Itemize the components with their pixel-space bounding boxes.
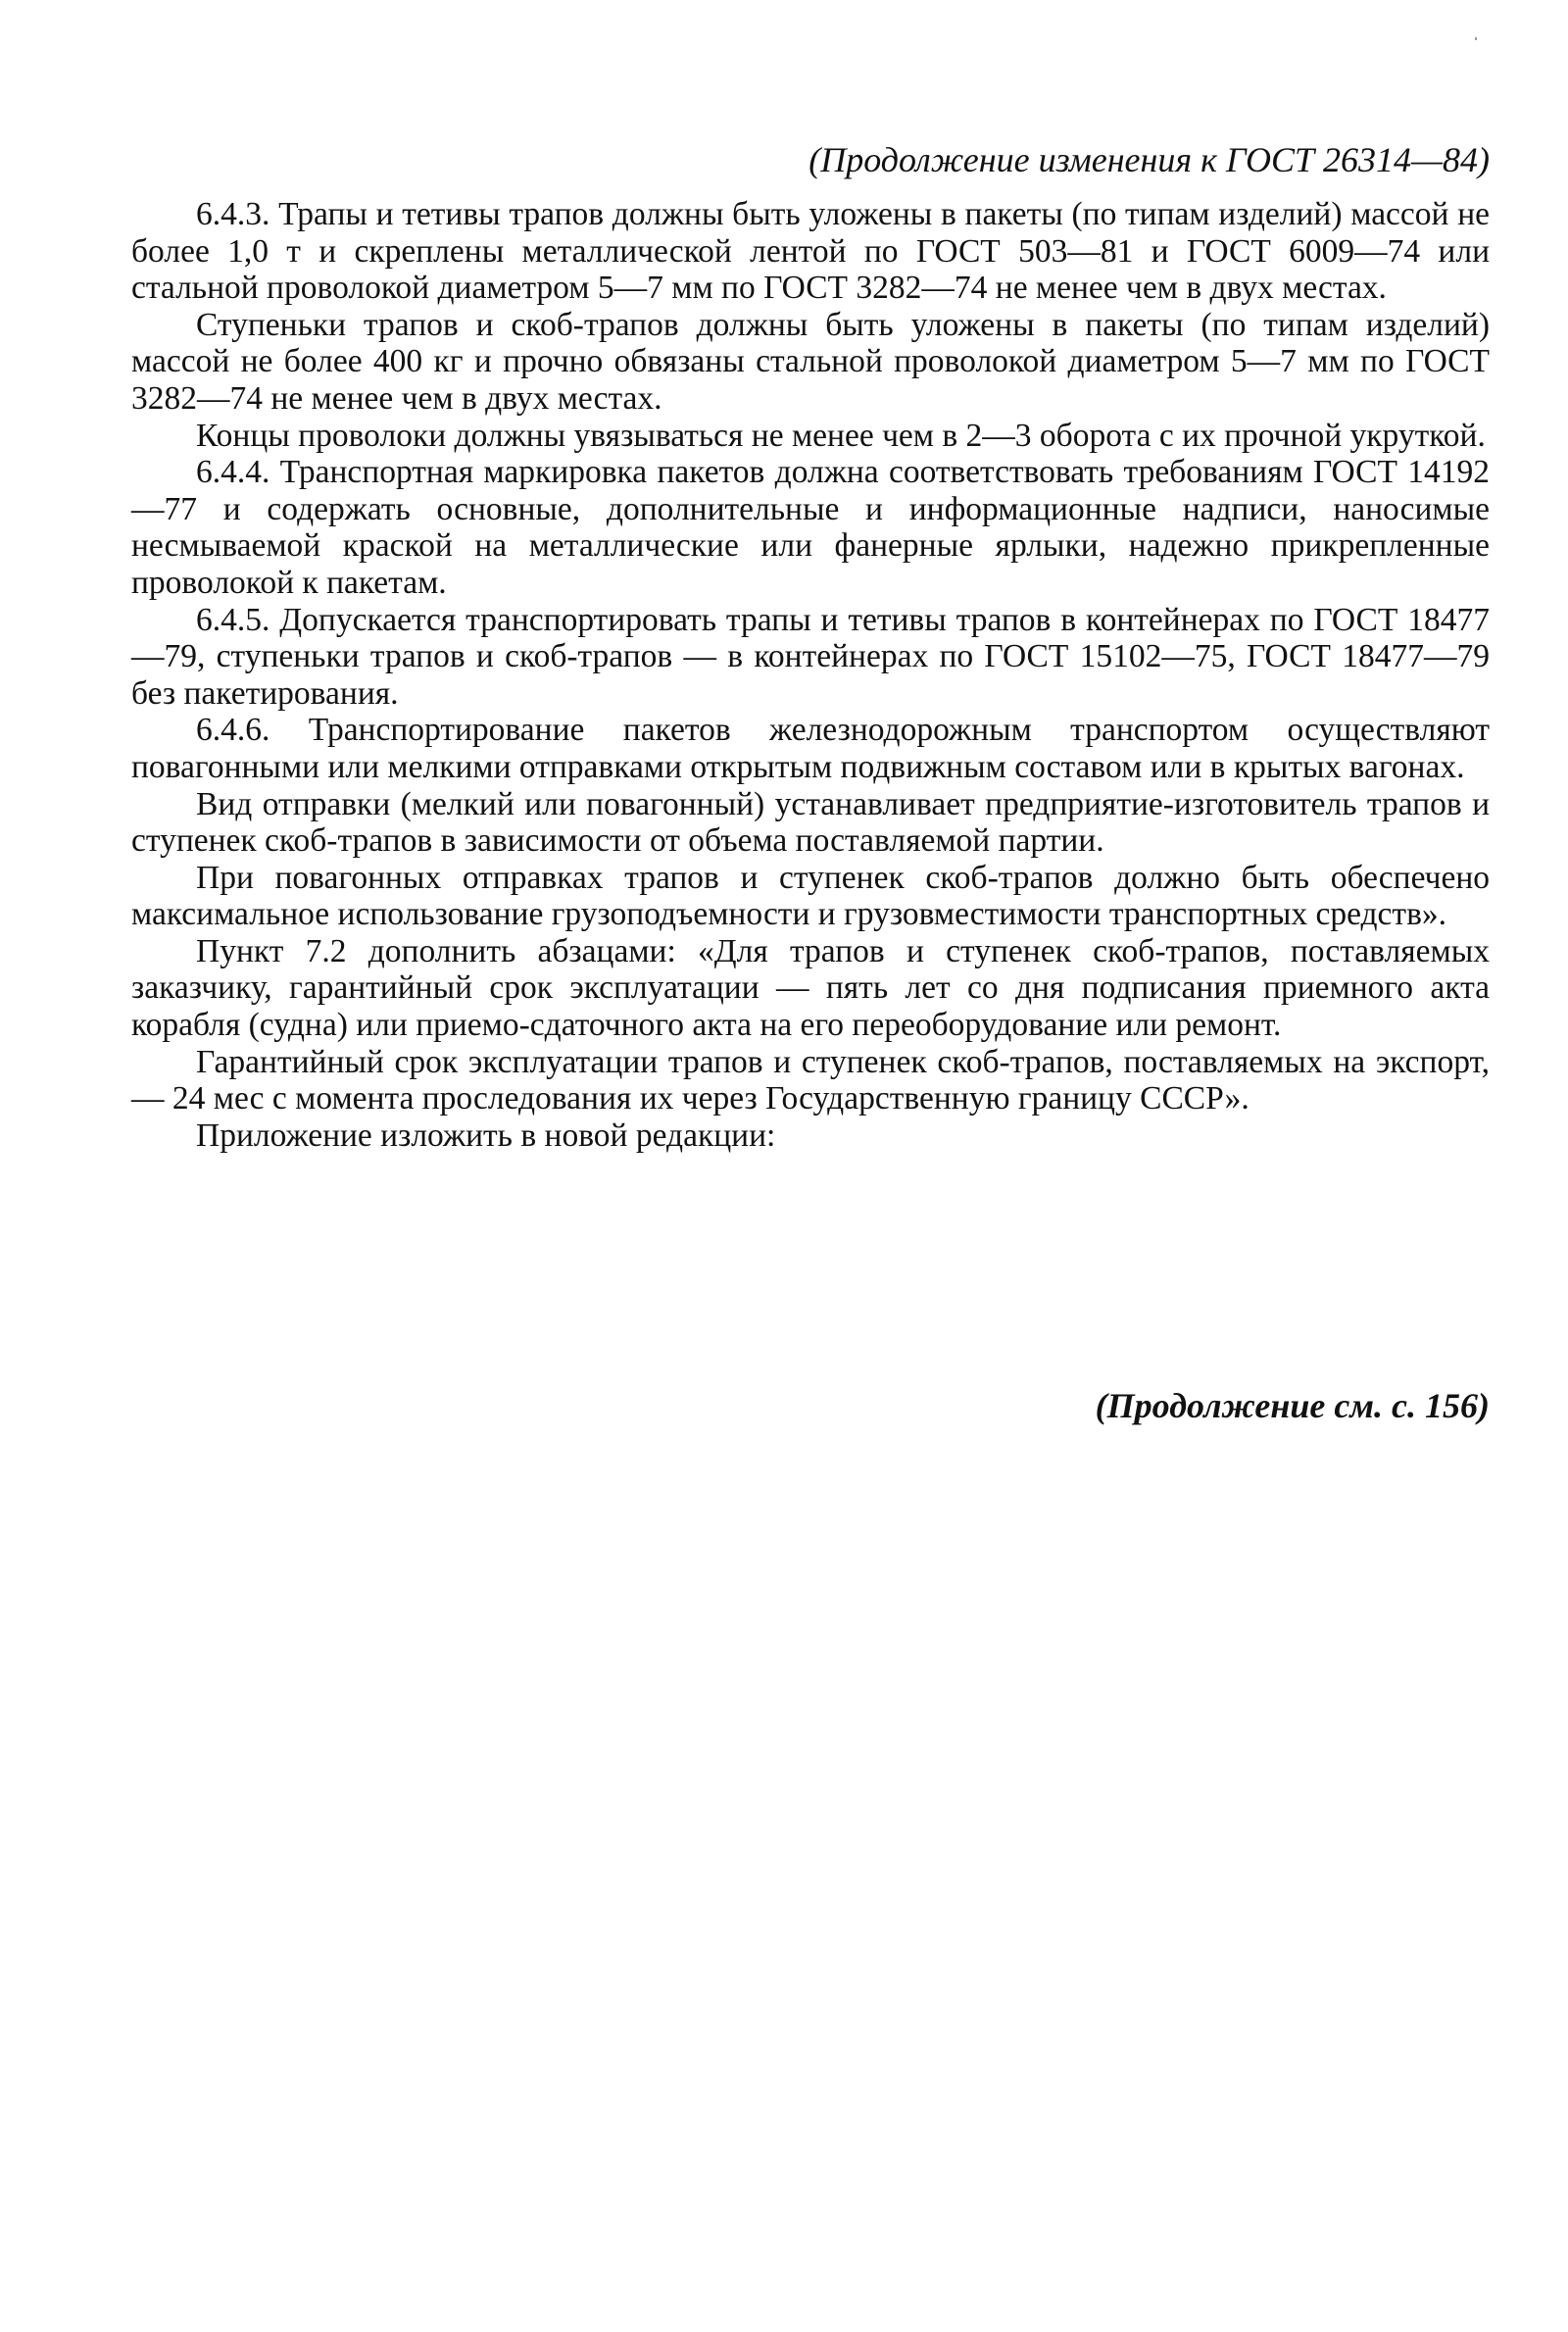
paragraph-6-4-6: 6.4.6. Транспортирование пакетов железнодорожным транспортом осуществляют повагонными или мелкими отправками открытым подвижным составом или в крытых вагонах. bbox=[131, 712, 1490, 785]
scan-speck bbox=[1475, 37, 1477, 40]
paragraph-wire-ends: Концы проволоки должны увязываться не менее чем в 2—3 оборота с их прочной укруткой. bbox=[196, 417, 1486, 454]
paragraph-6-4-4: 6.4.4. Транспортная маркировка пакетов должна соответствовать требованиям ГОСТ 14192—77 и содержать основные, дополнительные и информационные надписи, наносимые несмываемой краской на металлические или фанерные ярлыки, надежно прикрепленные проволокой к пакетам. bbox=[131, 454, 1490, 601]
paragraph-warranty-export: Гарантийный срок эксплуатации трапов и ступенек скоб-трапов, поставляемых на экспорт, — 24 мес с момента проследования их через Государственную границу СССР». bbox=[131, 1043, 1490, 1117]
paragraph-6-4-3: 6.4.3. Трапы и тетивы трапов должны быть уложены в пакеты (по типам изделий) массой не более 1,0 т и скреплены металлической лентой по ГОСТ 503—81 и ГОСТ 6009—74 или стальной проволокой диаметром 5—7 мм по ГОСТ 3282—74 не менее чем в двух местах. bbox=[131, 196, 1490, 307]
paragraph-6-4-5: 6.4.5. Допускается транспортировать трапы и тетивы трапов в контейнерах по ГОСТ 18477—79, ступеньки трапов и скоб-трапов — в контейнерах по ГОСТ 15102—75, ГОСТ 18477—79 без пакетирования. bbox=[131, 601, 1490, 712]
paragraph-wagon-shipments: При повагонных отправках трапов и ступенек скоб-трапов должно быть обеспечено максимальное использование грузоподъемности и грузовместимости транспортных средств». bbox=[131, 859, 1490, 933]
paragraph-clause-7-2: Пункт 7.2 дополнить абзацами: «Для трапов и ступенек скоб-трапов, поставляемых заказчику, гарантийный срок эксплуатации — пять лет со дня подписания приемного акта корабля (судна) или приемо-сдаточного акта на его переоборудование или ремонт. bbox=[131, 932, 1490, 1044]
paragraph-appendix: Приложение изложить в новой редакции: bbox=[196, 1116, 776, 1154]
paragraph-steps-packing: Ступеньки трапов и скоб-трапов должны быть уложены в пакеты (по типам изделий) массой не более 400 кг и прочно обвязаны стальной проволокой диаметром 5—7 мм по ГОСТ 3282—74 не менее чем в двух местах. bbox=[131, 306, 1490, 417]
paragraph-shipment-type: Вид отправки (мелкий или повагонный) устанавливает предприятие-изготовитель трапов и ступенек скоб-трапов в зависимости от объема поставляемой партии. bbox=[131, 785, 1490, 860]
continuation-footer: (Продолжение см. с. 156) bbox=[1095, 1386, 1490, 1425]
document-body bbox=[131, 196, 1490, 1154]
continuation-header: (Продолжение изменения к ГОСТ 26314—84) bbox=[808, 140, 1490, 179]
